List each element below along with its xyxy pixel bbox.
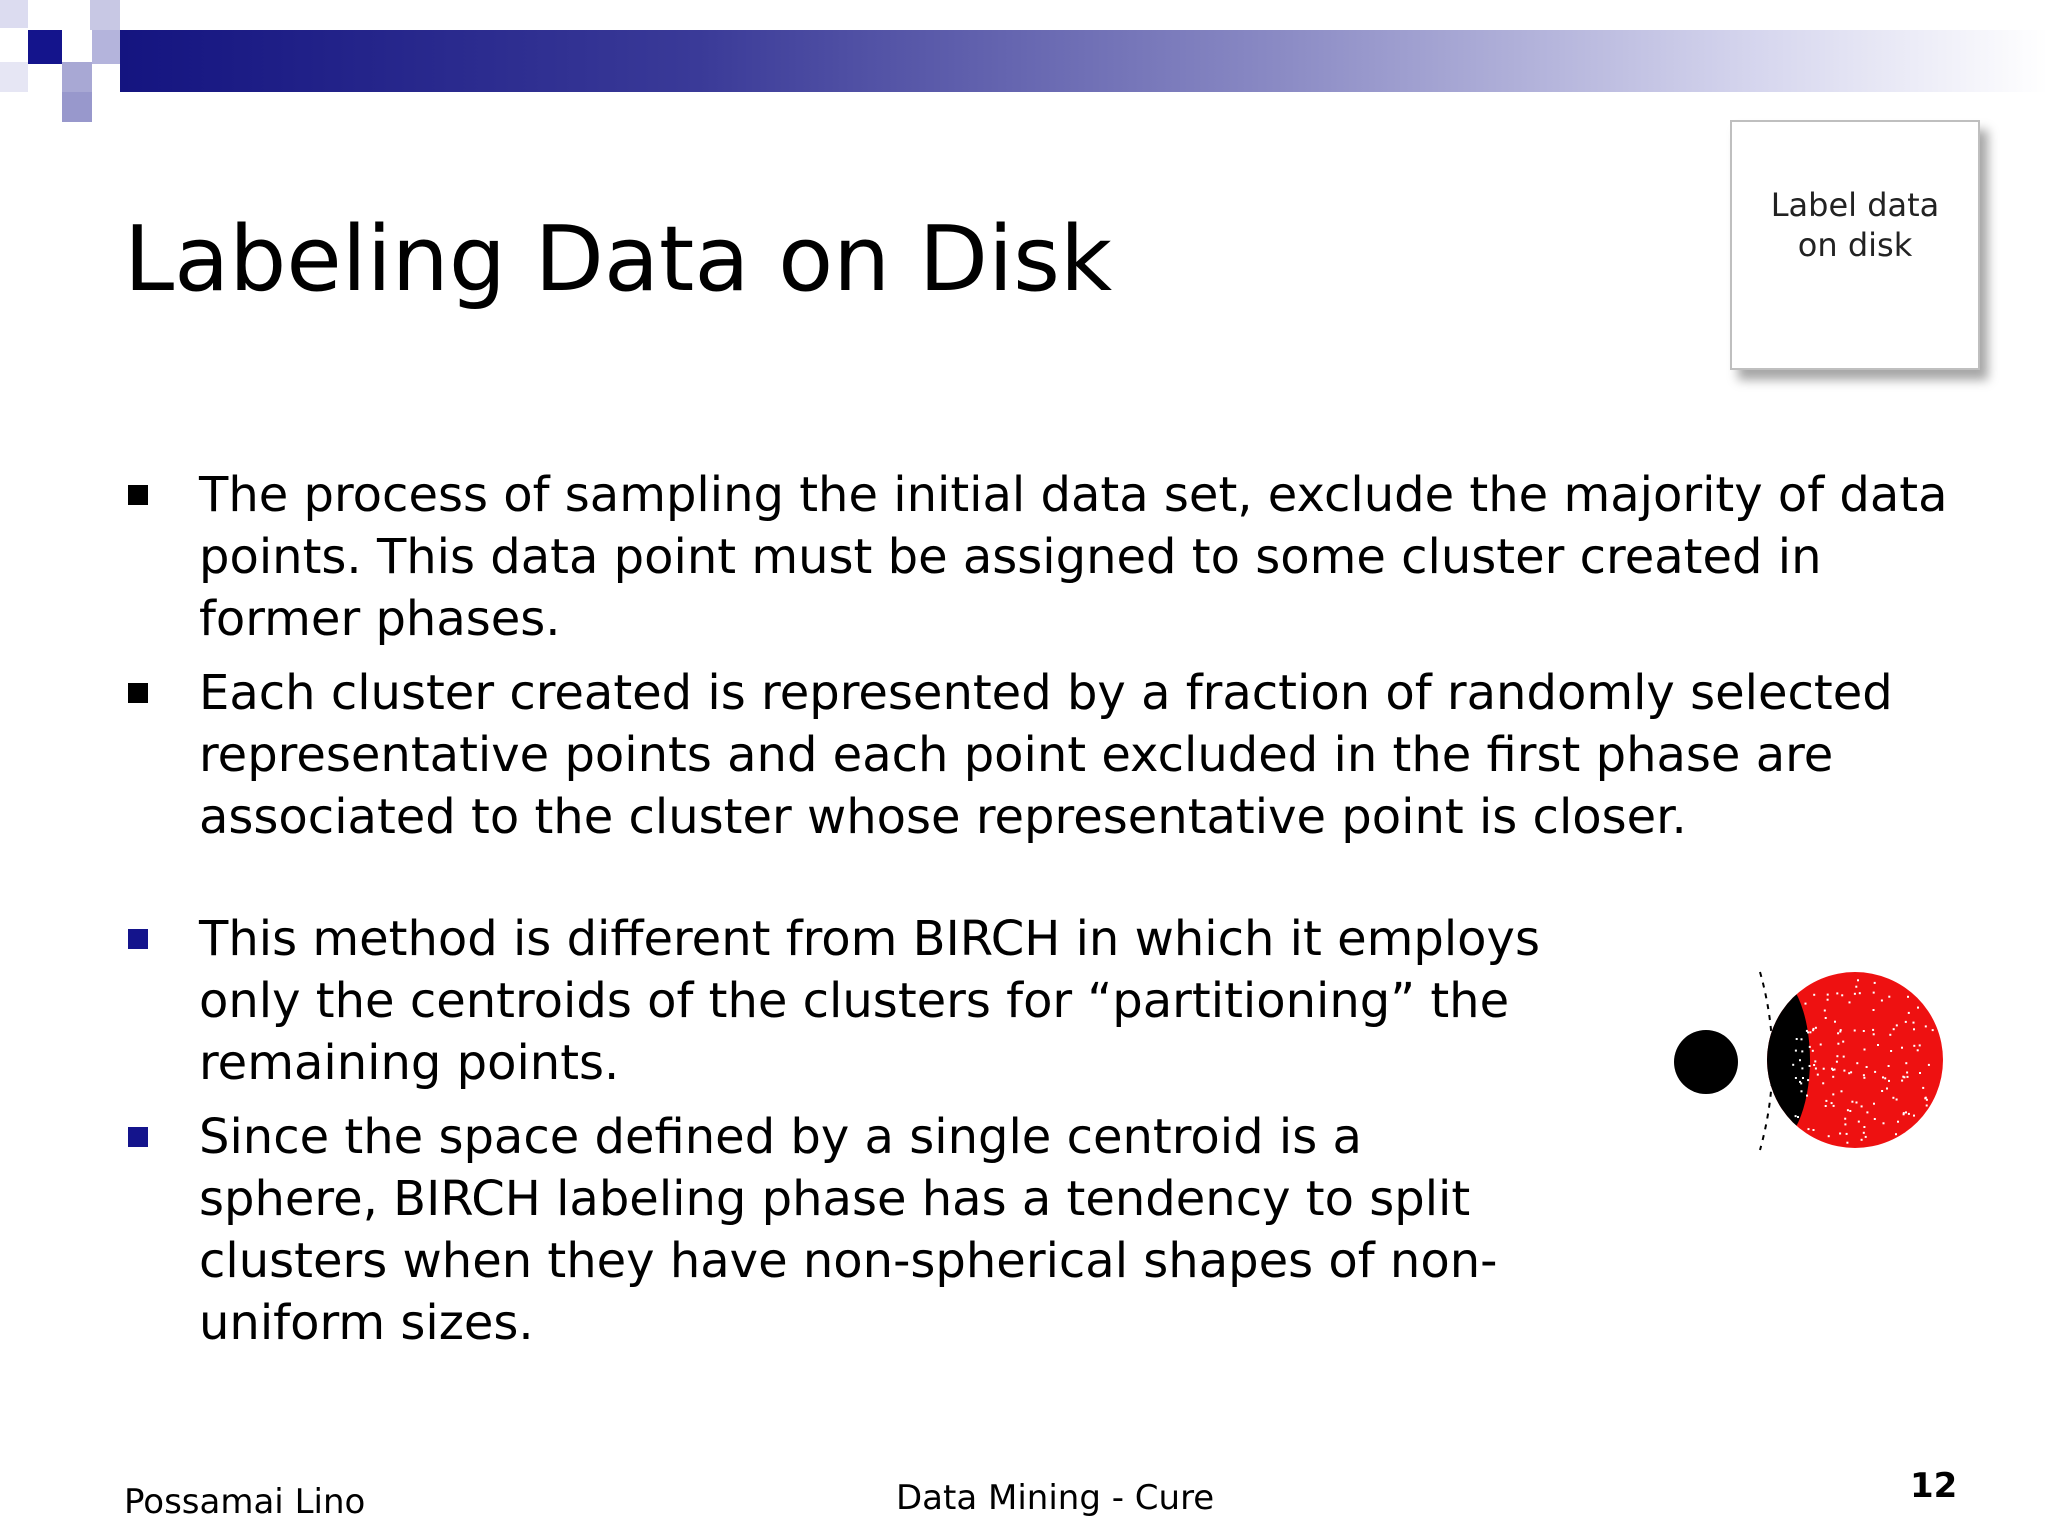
footer-course: Data Mining - Cure — [896, 1478, 1215, 1518]
bullet-square-icon — [128, 485, 148, 505]
bullet-list-bottom — [124, 908, 1544, 1366]
list-item: The process of sampling the initial data set, exclude the majority of data points. This data point must be assigned to some cluster created in former phases. — [124, 464, 1974, 650]
bullet-square-icon — [128, 929, 148, 949]
note-box — [1730, 120, 1980, 370]
header-decor-square — [90, 0, 120, 30]
bullet-list-top — [124, 464, 1974, 860]
split-black-region — [1730, 972, 1810, 1148]
header-decor-square — [62, 92, 92, 122]
small-black-cluster — [1674, 1030, 1738, 1094]
note-box-label: Label data on disk — [1770, 186, 1940, 264]
bullet-square-icon — [128, 1127, 148, 1147]
cluster-illustration — [1660, 960, 1960, 1160]
header-decor-square — [92, 30, 120, 64]
footer-author: Possamai Lino — [124, 1482, 366, 1522]
page-number: 12 — [1910, 1466, 1958, 1506]
header-decor-square — [0, 0, 28, 28]
header-decor-square — [28, 30, 62, 64]
header-decor-square — [62, 62, 92, 92]
header-decor-square — [0, 62, 28, 92]
bullet-square-icon — [128, 683, 148, 703]
slide-title: Labeling Data on Disk — [124, 207, 1113, 312]
header-gradient-bar — [120, 30, 2048, 92]
list-item: Each cluster created is represented by a fraction of randomly selected representative points and each point excluded in the first phase are associated to the cluster whose representative point is closer. — [124, 662, 1974, 848]
list-item: Since the space defined by a single centroid is a sphere, BIRCH labeling phase has a tendency to split clusters when they have non-spherical shapes of non-uniform sizes. — [124, 1106, 1544, 1354]
list-item: This method is different from BIRCH in which it employs only the centroids of the clusters for “partitioning” the remaining points. — [124, 908, 1544, 1094]
